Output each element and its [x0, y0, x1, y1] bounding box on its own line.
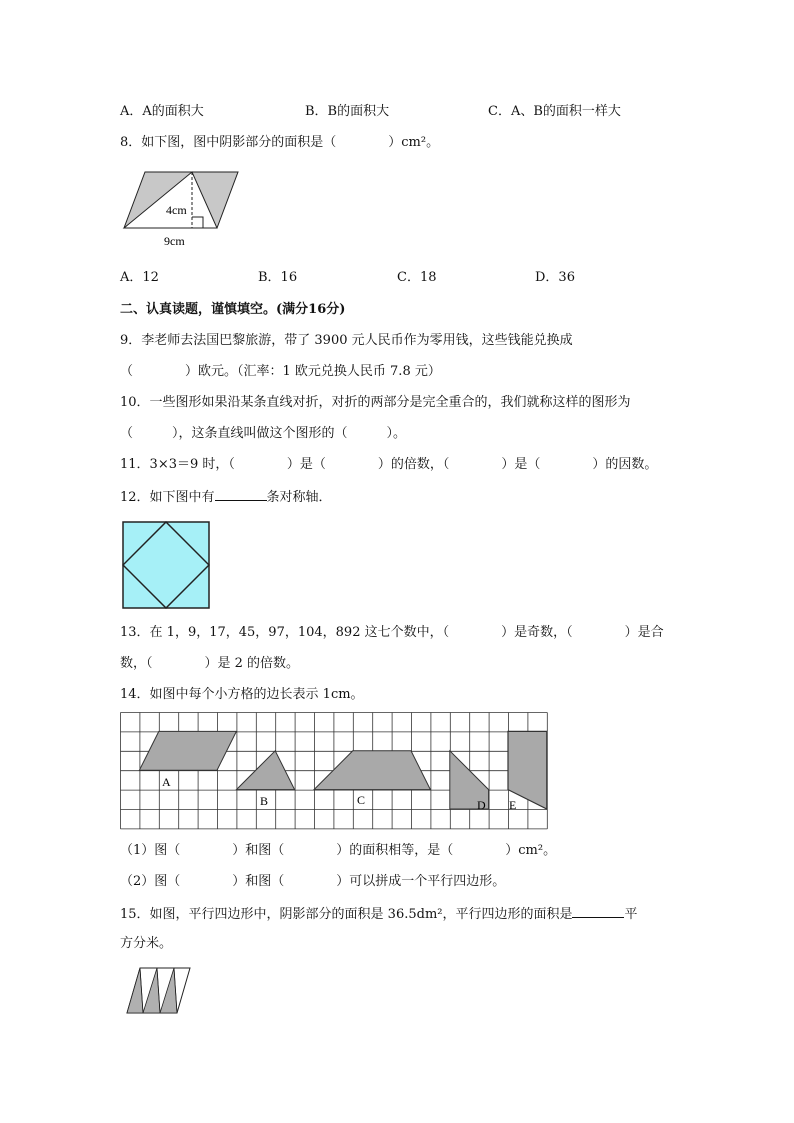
q13-line-2: 数，（ ）是 2 的倍数。 [120, 656, 300, 671]
q15-parallelogram-figure [124, 965, 194, 1017]
q15-line-2: 方分米。 [120, 936, 173, 951]
q8-option-a: A．12 [120, 270, 159, 285]
q14-sub-question-1: （1）图（ ）和图（ ）的面积相等，是（ ）cm²。 [120, 843, 557, 858]
q8-question: 8．如下图，图中阴影部分的面积是（ ）cm²。 [120, 135, 440, 150]
q14-label-a: A [162, 775, 171, 789]
q12-answer-blank [215, 488, 267, 501]
q7-option-b: B．B的面积大 [305, 104, 390, 119]
q8-option-d: D．36 [535, 270, 575, 285]
q9-line-1: 9．李老师去法国巴黎旅游，带了 3900 元人民币作为零用钱，这些钱能兑换成 [120, 333, 573, 348]
q15-line-1 [120, 905, 638, 924]
q12-outer-square [123, 522, 209, 608]
q15-answer-blank [572, 905, 624, 918]
q9-line-2: （ ）欧元。（汇率：1 欧元兑换人民币 7.8 元） [120, 364, 441, 379]
q12-text-b: 条对称轴． [266, 490, 332, 505]
q14-label-d: D [477, 798, 486, 812]
q12-question [120, 488, 332, 507]
q8-option-c: C．18 [397, 270, 437, 285]
q8-parallelogram-figure [118, 165, 248, 250]
q8-base-label: 9cm [164, 234, 185, 248]
q14-label-e: E [509, 798, 517, 812]
q14-shape-b-triangle [236, 751, 294, 790]
q14-shape-a-parallelogram [139, 731, 236, 770]
q12-square-figure [122, 521, 210, 609]
q14-label-c: C [357, 793, 366, 807]
q14-label-b: B [260, 794, 269, 808]
q15-text-b: 平 [624, 907, 638, 922]
q7-option-c: C．A、B的面积一样大 [488, 104, 621, 119]
q13-line-1: 13．在 1，9，17，45，97，104，892 这七个数中，（ ）是奇数，（ ）是合 [120, 625, 664, 640]
section-2-title: 二、认真读题，谨慎填空。(满分16分) [120, 302, 346, 317]
q14-shape-c-trapezoid [314, 751, 430, 790]
q10-line-1: 10．一些图形如果沿某条直线对折，对折的两部分是完全重合的，我们就称这样的图形为 [120, 395, 631, 410]
q8-height-label: 4cm [166, 203, 187, 217]
q11-question: 11．3×3＝9 时，（ ）是（ ）的倍数，（ ）是（ ）的因数。 [120, 457, 658, 472]
q12-text-a: 12．如下图中有 [120, 490, 215, 505]
q7-option-a: A．A的面积大 [120, 104, 204, 119]
q10-line-2: （ ），这条直线叫做这个图形的（ ）。 [120, 426, 407, 441]
q14-question: 14．如图中每个小方格的边长表示 1cm。 [120, 687, 364, 702]
q15-text-a: 15．如图，平行四边形中，阴影部分的面积是 36.5dm²，平行四边形的面积是 [120, 907, 573, 922]
q8-option-b: B．16 [258, 270, 298, 285]
q14-grid-figure [120, 712, 550, 832]
q14-sub-question-2: （2）图（ ）和图（ ）可以拼成一个平行四边形。 [120, 874, 506, 889]
